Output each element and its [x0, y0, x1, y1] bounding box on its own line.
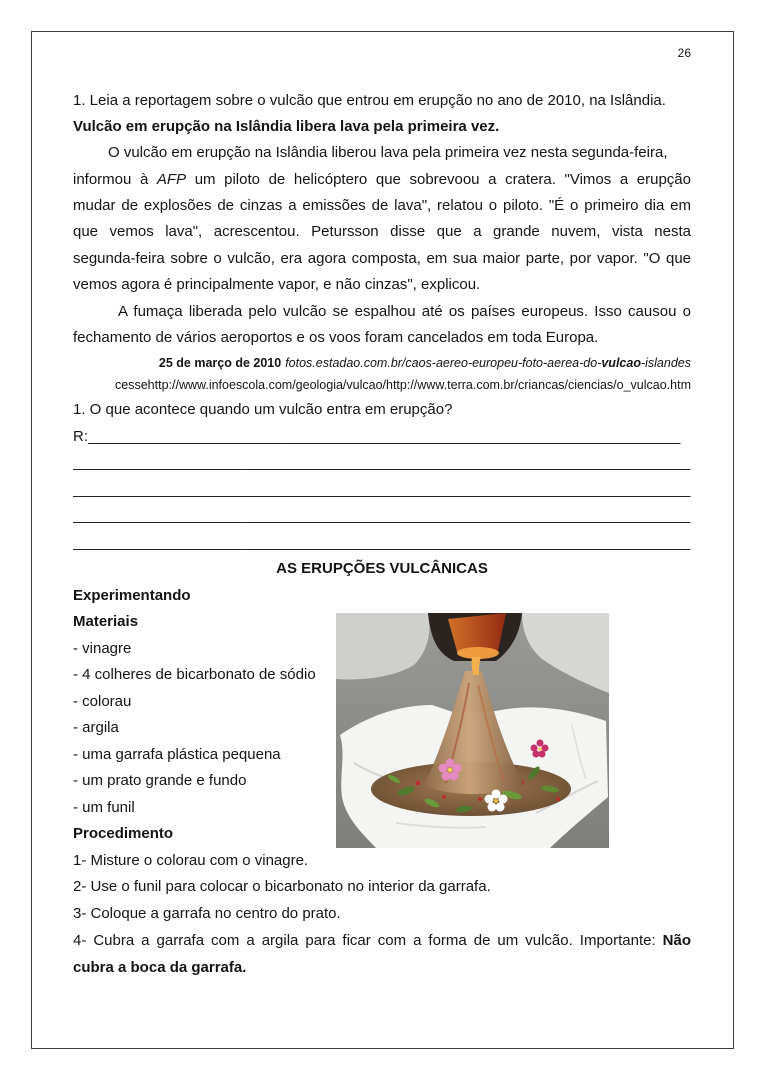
procedure-step-4-text: 4- Cubra a garrafa com a argila para ficar com a forma de um vulcão. Importante: — [73, 932, 663, 949]
material-item: - vinagre — [73, 640, 132, 657]
source-citation-line-2: cessehttp://www.infoescola.com/geologia/vulcao/http://www.terra.com.br/criancas/ciencias/o_vulcao.htm — [115, 378, 691, 392]
material-item: - um funil — [73, 799, 135, 816]
experiment-subtitle: Experimentando — [73, 587, 191, 604]
answer-line: __________________________________________________________________________ — [73, 534, 691, 551]
material-item: - argila — [73, 719, 119, 736]
material-item: - uma garrafa plástica pequena — [73, 746, 281, 763]
source-date: 25 de março de 2010 — [158, 356, 282, 370]
paragraph-2-line-2: fechamento de vários aeroportos e os voos foram cancelados em toda Europa. — [73, 329, 599, 346]
source-url-part-1: fotos.estadao.com.br/caos-aereo-europeu-foto-aerea-do- — [285, 356, 602, 370]
page-number: 26 — [677, 46, 691, 60]
source-url-keyword: vulcao — [601, 356, 641, 370]
paragraph-1-line-2-before: informou à — [73, 171, 157, 188]
procedure-step-4-continuation: cubra a boca da garrafa. — [73, 959, 247, 976]
paragraph-1-line-6: vemos agora é principalmente vapor, e não cinzas", explicou. — [73, 276, 481, 293]
paragraph-1-line-1: O vulcão em erupção na Islândia liberou lava pela primeira vez nesta segunda-feira, — [108, 144, 668, 161]
news-headline: Vulcão em erupção na Islândia libera lava pela primeira vez. — [73, 118, 500, 135]
procedure-step-4 — [73, 931, 691, 951]
material-item: - colorau — [73, 693, 132, 710]
paragraph-2-line-1: A fumaça liberada pelo vulcão se espalhou até os países europeus. Isso causou o — [118, 303, 691, 320]
procedure-step: 1- Misture o colorau com o vinagre. — [73, 852, 309, 869]
paragraph-1-line-5: segunda-feira sobre o vulcão, era agora composta, em sua maior parte, por vapor. "O que — [73, 250, 691, 267]
paragraph-1-line-2 — [73, 170, 691, 190]
question-text: 1. O que acontece quando um vulcão entra em erupção? — [73, 401, 453, 418]
section-title: AS ERUPÇÕES VULCÂNICAS — [276, 560, 488, 577]
procedure-heading: Procedimento — [73, 825, 174, 842]
source-url-part-2: -islandes — [640, 356, 691, 370]
paragraph-1-line-4: que vemos lava", acrescentou. Petursson disse que a grande nuvem, vista nesta — [73, 223, 691, 240]
answer-line: R:_______________________________________________________________________ — [73, 428, 681, 445]
volcano-photo-illustration — [336, 613, 609, 848]
volcano-experiment-photo — [336, 613, 609, 848]
source-citation-line-1 — [73, 355, 691, 371]
material-item: - 4 colheres de bicarbonato de sódio — [73, 666, 316, 683]
material-item: - um prato grande e fundo — [73, 772, 247, 789]
answer-line: __________________________________________________________________________ — [73, 454, 691, 471]
paragraph-1-line-2-after: um piloto de helicóptero que sobrevoou a cratera. "Vimos a erupção — [186, 171, 691, 188]
procedure-step: 2- Use o funil para colocar o bicarbonato no interior da garrafa. — [73, 878, 491, 895]
answer-line: __________________________________________________________________________ — [73, 481, 691, 498]
paragraph-1-line-3: mudar de explosões de cinzas a emissões de lava", relatou o piloto. "É o primeiro dia em — [73, 197, 691, 214]
news-agency: AFP — [156, 171, 187, 188]
answer-line: __________________________________________________________________________ — [73, 507, 691, 524]
procedure-step: 3- Coloque a garrafa no centro do prato. — [73, 905, 341, 922]
materials-heading: Materiais — [73, 613, 139, 630]
reading-instruction: 1. Leia a reportagem sobre o vulcão que entrou em erupção no ano de 2010, na Islândia. — [73, 92, 666, 109]
procedure-step-4-emphasis: Não — [662, 932, 691, 949]
